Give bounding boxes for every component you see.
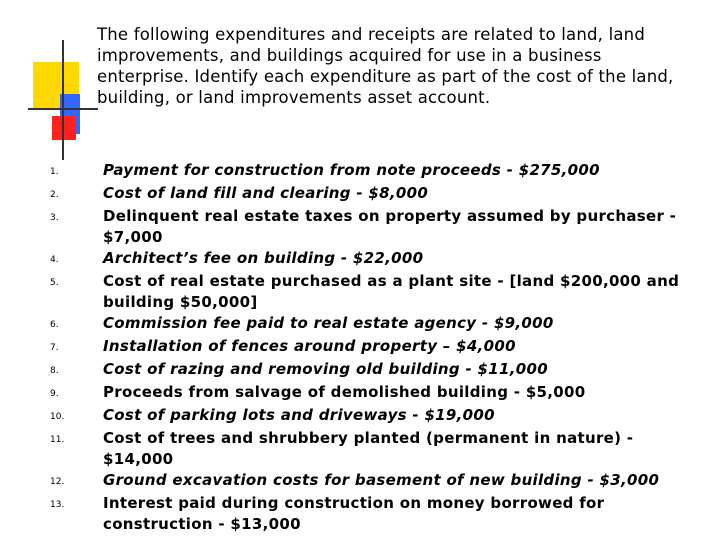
list-item [50,206,690,248]
item-text: Delinquent real estate taxes on property assumed by purchaser - $7,000 [103,207,677,246]
item-text: Interest paid during construction on money borrowed for construction - $13,000 [103,494,605,533]
item-text: Cost of razing and removing old building - $11,000 [103,360,548,378]
item-text: Architect’s fee on building - $22,000 [103,249,424,267]
item-number: 8. [50,366,59,376]
item-number: 6. [50,320,59,330]
item-number: 7. [50,343,59,353]
item-number: 9. [50,389,59,399]
item-number: 11. [50,435,65,445]
list-item [50,313,690,336]
item-number: 5. [50,278,59,288]
item-number: 4. [50,255,59,265]
decor-vertical-line [62,40,64,160]
list-item [50,428,690,470]
item-number: 3. [50,213,59,223]
list-item [50,359,690,382]
item-text: Proceeds from salvage of demolished building - $5,000 [103,383,586,401]
item-text: Cost of real estate purchased as a plant site - [land $200,000 and building $50,000] [103,272,680,311]
intro-paragraph: The following expenditures and receipts are related to land, land improvements, and buildings acquired for use in a business enterprise. Identify each expenditure as part of the cost of the land, building, or land improvements asset account. [97,25,674,107]
item-number: 13. [50,500,65,510]
item-text: Commission fee paid to real estate agency - $9,000 [103,314,554,332]
item-text: Installation of fences around property – $4,000 [103,337,516,355]
item-text: Cost of land fill and clearing - $8,000 [103,184,429,202]
list-item [50,470,690,493]
list-item [50,336,690,359]
list-item [50,183,690,206]
list-item [50,271,690,313]
item-number: 1. [50,167,59,177]
list-item [50,493,690,535]
list-item [50,248,690,271]
expenditure-list [50,160,690,535]
item-text: Ground excavation costs for basement of new building - $3,000 [103,471,660,489]
decor-horizontal-line [28,108,98,110]
list-item [50,382,690,405]
item-text: Cost of trees and shrubbery planted (permanent in nature) - $14,000 [103,429,634,468]
item-text: Cost of parking lots and driveways - $19,000 [103,406,495,424]
item-number: 10. [50,412,65,422]
item-number: 12. [50,477,65,487]
decor-red-square [52,116,76,140]
item-number: 2. [50,190,59,200]
item-text: Payment for construction from note proceeds - $275,000 [103,161,600,179]
list-item [50,405,690,428]
list-item [50,160,690,183]
